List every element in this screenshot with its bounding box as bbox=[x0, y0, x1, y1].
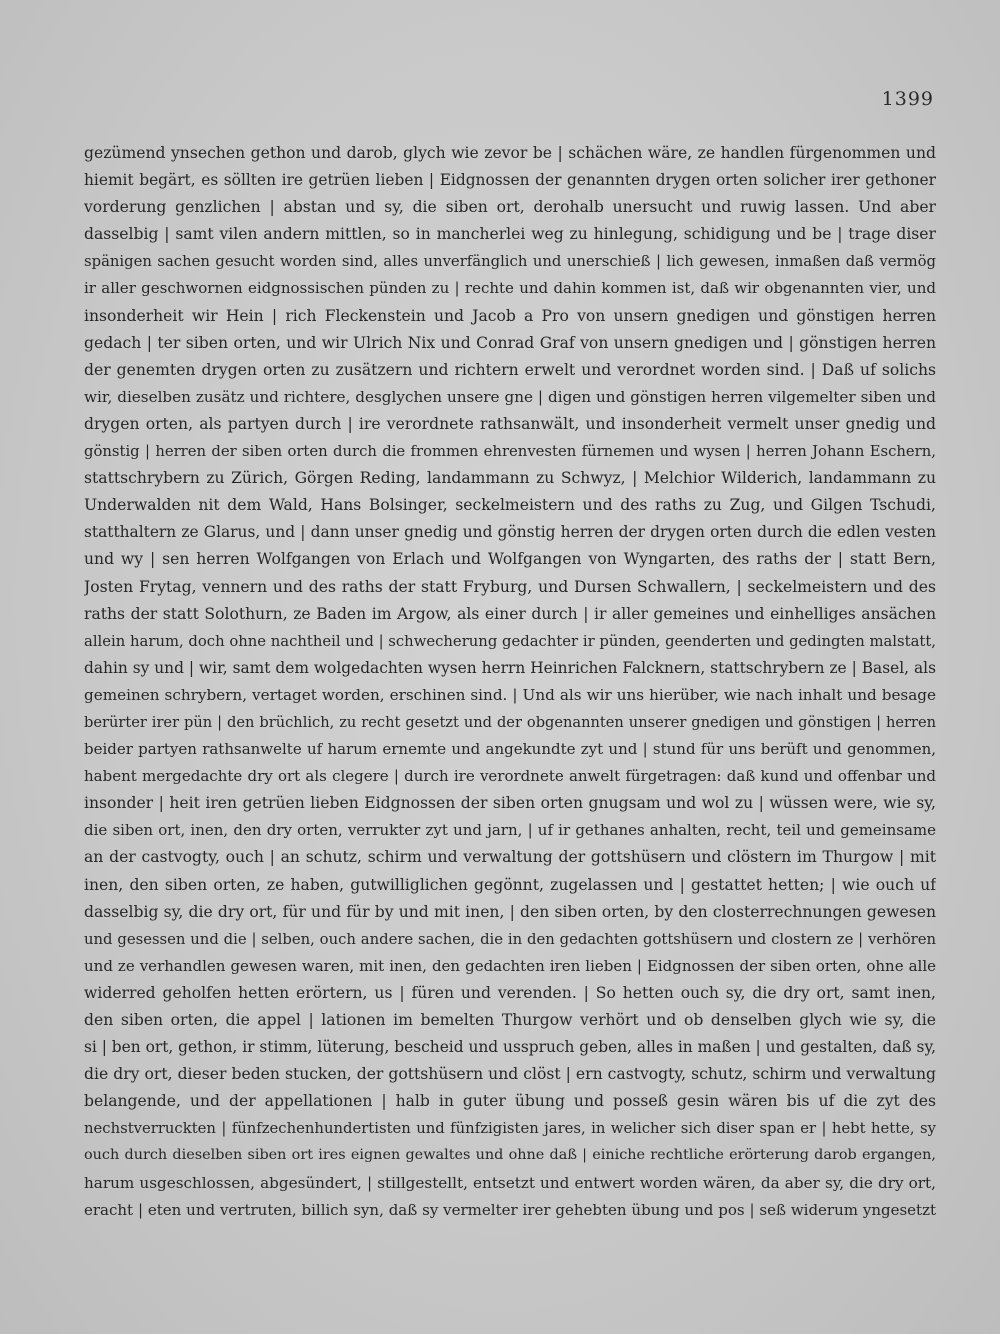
text-line: allein harum, doch ohne nachtheil und | schwecherung gedachter ir pünden, geenderten und gedingten malstatt, bbox=[84, 632, 936, 650]
text-line: der genemten drygen orten zu zusätzern und richtern erwelt und verordnet worden sind. | Daß uf solichs bbox=[84, 360, 936, 379]
text-line: gezümend ynsechen gethon und darob, glych wie zevor be | schächen wäre, ze handlen fürgenommen und bbox=[84, 144, 936, 162]
text-line: raths der statt Solothurn, ze Baden im Argow, als einer durch | ir aller gemeines und einhelliges ansächen bbox=[84, 604, 936, 623]
text-line: ouch durch dieselben siben ort ires eignen gewaltes und ohne daß | einiche rechtliche erörterung darob ergangen, bbox=[84, 1147, 936, 1164]
text-line: insonder | heit iren getrüen lieben Eidgnossen der siben orten gnugsam und wol zu | wüssen were, wie sy, bbox=[84, 794, 936, 813]
text-line: die dry ort, dieser beden stucken, der gottshüsern und clöst | ern castvogty, schutz, schirm und verwaltung bbox=[84, 1065, 936, 1084]
text-line: habent mergedachte dry ort als clegere | durch ire verordnete anwelt fürgetragen: daß kund und offenbar und bbox=[84, 767, 936, 786]
text-line: Josten Frytag, vennern und des raths der statt Fryburg, und Dursen Schwallern, | seckelmeistern und des bbox=[84, 577, 936, 596]
text-line: gedach | ter siben orten, und wir Ulrich Nix und Conrad Graf von unsern gnedigen und | gönstigen herren bbox=[84, 333, 936, 352]
text-line: si | ben ort, gethon, ir stimm, lüterung, bescheid und usspruch geben, alles in maßen | und gestalten, daß sy, bbox=[84, 1038, 936, 1057]
text-line: gönstig | herren der siben orten durch die frommen ehrenvesten fürnemen und wysen | herren Johann Eschern, bbox=[84, 443, 936, 461]
text-line: wir, dieselben zusätz und richtere, desglychen unsere gne | digen und gönstigen herren vilgemelter siben und bbox=[84, 387, 936, 406]
text-line: und gesessen und die | selben, ouch andere sachen, die in den gedachten gottshüsern und clostern ze | verhören bbox=[84, 930, 936, 948]
text-line: Underwalden nit dem Wald, Hans Bolsinger, seckelmeistern und des raths zu Zug, und Gilgen Tschudi, bbox=[84, 496, 936, 515]
text-line: die siben ort, inen, den dry orten, verrukter zyt und jarn, | uf ir gethanes anhalten, recht, teil und gemeinsame bbox=[84, 821, 936, 840]
text-line: dasselbig sy, die dry ort, für und für by und mit inen, | den siben orten, by den closterrechnungen gewesen bbox=[84, 902, 936, 921]
page-number: 1399 bbox=[881, 88, 934, 110]
text-line: insonderheit wir Hein | rich Fleckenstein und Jacob a Pro von unsern gnedigen und gönstigen herren bbox=[84, 306, 936, 325]
text-line: den siben orten, die appel | lationen im bemelten Thurgow verhört und ob denselben glych wie sy, die bbox=[84, 1011, 936, 1029]
text-line: widerred geholfen hetten erörtern, us | füren und verenden. | So hetten ouch sy, die dry ort, samt inen, bbox=[84, 983, 936, 1002]
text-line: ir aller geschwornen eidgnossischen pünden zu | rechte und dahin kommen ist, daß wir obgenannten vier, und bbox=[84, 279, 936, 298]
text-line: spänigen sachen gesucht worden sind, alles unverfänglich und unerschieß | lich gewesen, inmaßen daß vermög bbox=[84, 253, 936, 271]
text-line: nechstverruckten | fünfzechenhundertisten und fünfzigisten jares, in welicher sich diser span er | hebt hette, sy bbox=[84, 1120, 936, 1138]
text-line: beider partyen rathsanwelte uf harum ernemte und angekundte zyt und | stund für uns berüft und genommen, bbox=[84, 740, 936, 759]
text-line: belangende, und der appellationen | halb in guter übung und posseß gesin wären bis uf die zyt des bbox=[84, 1092, 936, 1111]
text-line: harum usgeschlossen, abgesündert, | stillgestellt, entsetzt und entwert worden wären, da aber sy, die dry ort, bbox=[84, 1173, 936, 1192]
text-line: stattschrybern zu Zürich, Görgen Reding, landammann zu Schwyz, | Melchior Wilderich, landammann zu bbox=[84, 469, 936, 488]
text-line: und ze verhandlen gewesen waren, mit inen, den gedachten iren lieben | Eidgnossen der siben orten, ohne alle bbox=[84, 956, 936, 975]
text-line: gemeinen schrybern, vertaget worden, erschinen sind. | Und als wir uns hierüber, wie nach inhalt und besage bbox=[84, 685, 936, 704]
body-text bbox=[84, 140, 936, 1224]
text-line: hiemit begärt, es söllten ire getrüen lieben | Eidgnossen der genannten drygen orten solicher irer gethoner bbox=[84, 171, 936, 190]
text-line: eracht | eten und vertruten, billich syn, daß sy vermelter irer gehebten übung und pos | seß widerum yngesetzt bbox=[84, 1200, 936, 1219]
text-line: dahin sy und | wir, samt dem wolgedachten wysen herrn Heinrichen Falcknern, stattschrybern ze | Basel, als bbox=[84, 658, 936, 677]
text-line: vorderung genzlichen | abstan und sy, die siben ort, derohalb unersucht und ruwig lassen. Und aber bbox=[84, 198, 936, 217]
text-line: dasselbig | samt vilen andern mittlen, so in mancherlei weg zu hinlegung, schidigung und be | trage diser bbox=[84, 225, 936, 244]
text-line: an der castvogty, ouch | an schutz, schirm und verwaltung der gottshüsern und clöstern im Thurgow | mit bbox=[84, 848, 936, 867]
text-line: statthaltern ze Glarus, und | dann unser gnedig und gönstig herren der drygen orten durch die edlen vesten bbox=[84, 523, 936, 542]
text-line: inen, den siben orten, ze haben, gutwilliglichen gegönnt, zugelassen und | gestattet hetten; | wie ouch uf bbox=[84, 875, 936, 894]
text-line: drygen orten, als partyen durch | ire verordnete rathsanwält, und insonderheit vermelt unser gnedig und bbox=[84, 414, 936, 433]
text-line: und wy | sen herren Wolfgangen von Erlach und Wolfgangen von Wyngarten, des raths der | statt Bern, bbox=[84, 550, 936, 569]
text-line: berürter irer pün | den brüchlich, zu recht gesetzt und der obgenannten unserer gnedigen und gönstigen | herren bbox=[84, 713, 936, 731]
